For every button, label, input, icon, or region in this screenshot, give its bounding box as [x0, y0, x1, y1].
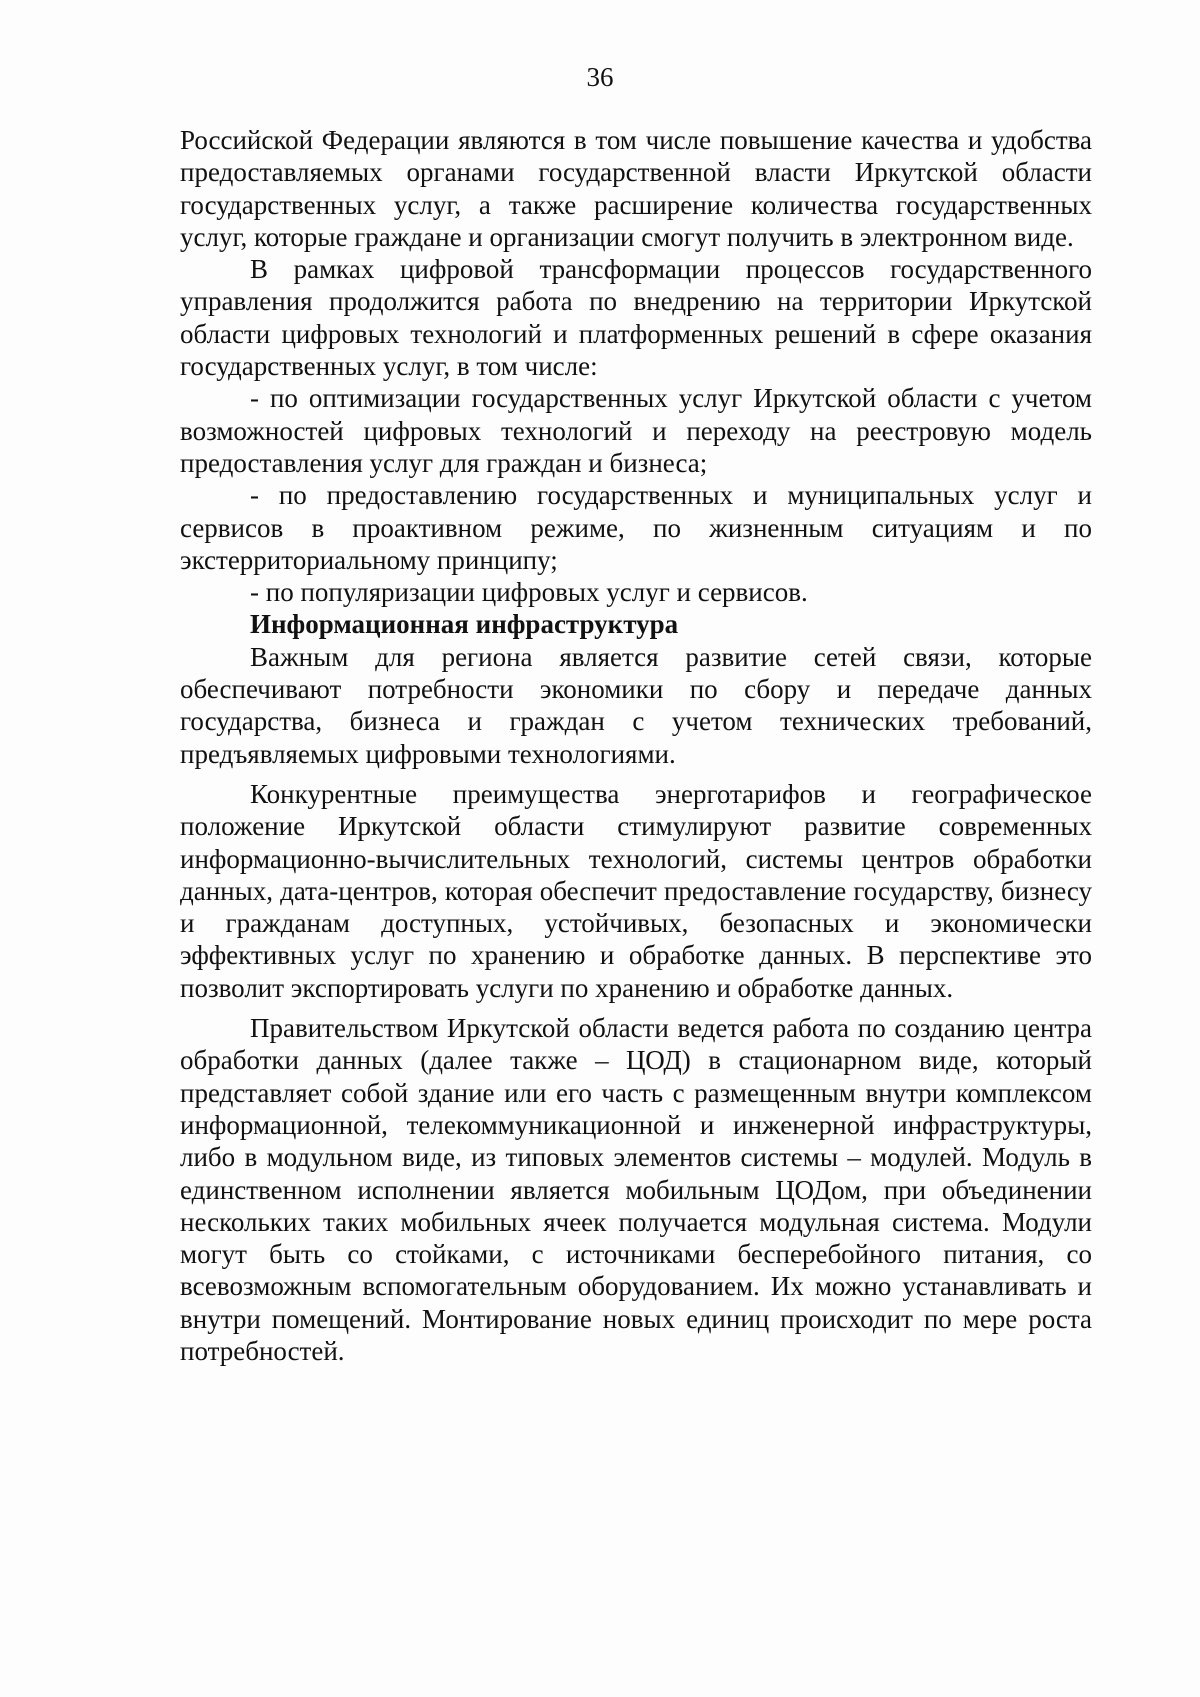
paragraph-digital-transformation: В рамках цифровой трансформации процессов государственного управления продолжится работа по внедрению на территории Иркутской области цифровых технологий и платформенных решений в сфере оказания государственных услуг, в том числе:	[180, 254, 1092, 382]
paragraph-communication-networks: Важным для региона является развитие сетей связи, которые обеспечивают потребности экономики по сбору и передаче данных государства, бизнеса и граждан с учетом технических требований, предъявляемых цифровыми технологиями.	[180, 641, 1092, 769]
paragraph-competitive-advantages: Конкурентные преимущества энерготарифов и географическое положение Иркутской области стимулируют развитие современных информационно-вычислительных технологий, системы центров обработки данных, дата-центров, которая обеспечит предоставление государству, бизнесу и гражданам доступных, устойчивых, безопасных и экономически эффективных услуг по хранению и обработке данных. В перспективе это позволит экспортировать услуги по хранению и обработке данных.	[180, 778, 1092, 1003]
document-body	[180, 124, 1092, 1367]
paragraph-services-quality: Российской Федерации являются в том числе повышение качества и удобства предоставляемых органами государственной власти Иркутской области государственных услуг, а также расширение количества государственных услуг, которые граждане и организации смогут получить в электронном виде.	[180, 125, 1092, 252]
list-item-optimization: - по оптимизации государственных услуг Иркутской области с учетом возможностей цифровых технологий и переходу на реестровую модель предоставления услуг для граждан и бизнеса;	[180, 383, 1092, 478]
paragraph-data-center: Правительством Иркутской области ведется работа по созданию центра обработки данных (далее также – ЦОД) в стационарном виде, который представляет собой здание или его часть с размещенным внутри комплексом информационной, телекоммуникационной и инженерной инфраструктуры, либо в модульном виде, из типовых элементов системы – модулей. Модуль в единственном исполнении является мобильным ЦОДом, при объединении нескольких таких мобильных ячеек получается модульная система. Модули могут быть со стойками, с источниками бесперебойного питания, со всевозможным вспомогательным оборудованием. Их можно устанавливать и внутри помещений. Монтирование новых единиц происходит по мере роста потребностей.	[180, 1013, 1092, 1366]
section-heading: Информационная инфраструктура	[250, 609, 679, 640]
list-item-popularization: - по популяризации цифровых услуг и сервисов.	[250, 577, 808, 608]
page-number: 36	[586, 62, 614, 92]
list-item-proactive-services: - по предоставлению государственных и муниципальных услуг и сервисов в проактивном режиме, по жизненным ситуациям и по экстерриториальному принципу;	[180, 480, 1092, 575]
